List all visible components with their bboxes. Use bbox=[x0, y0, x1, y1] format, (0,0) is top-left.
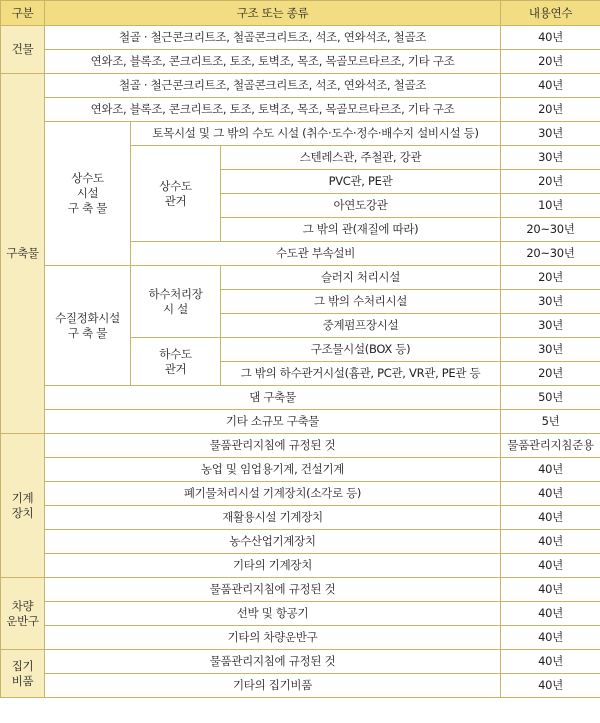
structure-cell: 연와조, 블록조, 콘크리트조, 토조, 토벽조, 목조, 목골모르타르조, 기타 구조 bbox=[45, 50, 501, 74]
subcategory-sewer bbox=[131, 338, 221, 386]
category-fixtures bbox=[1, 650, 45, 698]
table-row bbox=[1, 122, 600, 146]
life-cell: 40년 bbox=[501, 26, 600, 50]
life-cell: 20~30년 bbox=[501, 218, 600, 242]
table-row bbox=[1, 26, 600, 50]
life-cell: 40년 bbox=[501, 626, 600, 650]
life-cell: 40년 bbox=[501, 554, 600, 578]
table-row bbox=[1, 674, 600, 698]
structure-cell: 스텐레스관, 주철관, 강관 bbox=[221, 146, 501, 170]
structure-cell: 연와조, 블록조, 콘크리트조, 토조, 토벽조, 목조, 목골모르타르조, 기타 구조 bbox=[45, 98, 501, 122]
life-cell: 물품관리지침준용 bbox=[501, 434, 600, 458]
category-machinery bbox=[1, 434, 45, 578]
subcategory-water-quality bbox=[45, 266, 131, 386]
subcategory-water-supply bbox=[45, 122, 131, 266]
category-label: 기계 bbox=[11, 490, 34, 505]
table-row bbox=[1, 458, 600, 482]
life-cell: 20년 bbox=[501, 266, 600, 290]
subcategory-label: 관거 bbox=[164, 361, 187, 376]
life-cell: 20~30년 bbox=[501, 242, 600, 266]
table-row bbox=[1, 74, 600, 98]
structure-cell: 그 밖의 수처리시설 bbox=[221, 290, 501, 314]
structure-cell: 기타의 차량운반구 bbox=[45, 626, 501, 650]
structure-cell: 농수산업기계장치 bbox=[45, 530, 501, 554]
structure-cell: 중계펌프장시설 bbox=[221, 314, 501, 338]
table-row bbox=[1, 506, 600, 530]
subcategory-label: 시 설 bbox=[163, 301, 188, 316]
subcategory-water-pipes bbox=[131, 146, 221, 242]
structure-cell: 물품관리지침에 규정된 것 bbox=[45, 578, 501, 602]
subcategory-label: 구 축 물 bbox=[67, 325, 108, 340]
structure-cell: 물품관리지침에 규정된 것 bbox=[45, 650, 501, 674]
subcategory-label: 시설 bbox=[76, 186, 99, 200]
structure-cell: 물품관리지침에 규정된 것 bbox=[45, 434, 501, 458]
table-row bbox=[1, 98, 600, 122]
table-row bbox=[1, 530, 600, 554]
life-cell: 40년 bbox=[501, 578, 600, 602]
structure-cell: 농업 및 임업용기계, 건설기계 bbox=[45, 458, 501, 482]
life-cell: 40년 bbox=[501, 482, 600, 506]
structure-cell: 댐 구축물 bbox=[45, 386, 501, 410]
table-row bbox=[1, 386, 600, 410]
life-cell: 20년 bbox=[501, 362, 600, 386]
subcategory-label: 상수도 bbox=[71, 171, 104, 185]
category-label: 장치 bbox=[11, 505, 34, 520]
life-cell: 40년 bbox=[501, 674, 600, 698]
table-row bbox=[1, 50, 600, 74]
life-cell: 40년 bbox=[501, 506, 600, 530]
structure-cell: 구조물시설(BOX 등) bbox=[221, 338, 501, 362]
subcategory-label: 상수도 bbox=[159, 178, 192, 193]
life-cell: 40년 bbox=[501, 530, 600, 554]
header-life: 내용연수 bbox=[501, 1, 600, 26]
structure-cell: 철골 · 철근콘크리트조, 철골콘크리트조, 석조, 연와석조, 철골조 bbox=[45, 26, 501, 50]
structure-cell: 슬러지 처리시설 bbox=[221, 266, 501, 290]
subcategory-label: 관거 bbox=[164, 193, 187, 208]
life-cell: 40년 bbox=[501, 650, 600, 674]
structure-cell: 토목시설 및 그 밖의 수도 시설 (취수·도수·정수·배수지 설비시설 등) bbox=[131, 122, 501, 146]
table-row bbox=[1, 434, 600, 458]
header-category: 구분 bbox=[1, 1, 45, 26]
header-structure: 구조 또는 종류 bbox=[45, 1, 501, 26]
structure-cell: 재활용시설 기계장치 bbox=[45, 506, 501, 530]
life-cell: 30년 bbox=[501, 122, 600, 146]
structure-cell: 폐기물처리시설 기계장치(소각로 등) bbox=[45, 482, 501, 506]
structure-cell: 선박 및 항공기 bbox=[45, 602, 501, 626]
subcategory-label: 하수처리장 bbox=[148, 286, 203, 301]
table-row bbox=[1, 266, 600, 290]
subcategory-label: 구 축 물 bbox=[67, 201, 108, 215]
life-cell: 30년 bbox=[501, 338, 600, 362]
life-cell: 40년 bbox=[501, 602, 600, 626]
table-row bbox=[1, 482, 600, 506]
life-cell: 20년 bbox=[501, 170, 600, 194]
structure-cell: 기타의 집기비품 bbox=[45, 674, 501, 698]
structure-cell: 아연도강관 bbox=[221, 194, 501, 218]
table-row bbox=[1, 602, 600, 626]
category-structures: 구축물 bbox=[1, 74, 45, 434]
table-row bbox=[1, 650, 600, 674]
structure-cell: 그 밖의 하수관거시설(흄관, PC관, VR관, PE관 등 bbox=[221, 362, 501, 386]
table-row bbox=[1, 410, 600, 434]
structure-cell: 기타의 기계장치 bbox=[45, 554, 501, 578]
structure-cell: 수도관 부속설비 bbox=[131, 242, 501, 266]
subcategory-label: 수질정화시설 bbox=[55, 310, 120, 325]
category-label: 집기 bbox=[11, 658, 34, 673]
life-cell: 40년 bbox=[501, 458, 600, 482]
life-cell: 50년 bbox=[501, 386, 600, 410]
structure-cell: PVC관, PE관 bbox=[221, 170, 501, 194]
structure-cell: 철골 · 철근콘크리트조, 철골콘크리트조, 석조, 연와석조, 철골조 bbox=[45, 74, 501, 98]
subcategory-treatment bbox=[131, 266, 221, 338]
category-label: 비품 bbox=[11, 673, 34, 688]
life-cell: 30년 bbox=[501, 146, 600, 170]
life-cell: 40년 bbox=[501, 74, 600, 98]
life-cell: 20년 bbox=[501, 98, 600, 122]
life-cell: 30년 bbox=[501, 314, 600, 338]
header-row bbox=[1, 1, 600, 26]
life-cell: 20년 bbox=[501, 50, 600, 74]
life-cell: 10년 bbox=[501, 194, 600, 218]
table-row bbox=[1, 554, 600, 578]
table-row bbox=[1, 578, 600, 602]
life-cell: 30년 bbox=[501, 290, 600, 314]
subcategory-label: 하수도 bbox=[159, 346, 192, 361]
table-row bbox=[1, 626, 600, 650]
category-label: 운반구 bbox=[6, 613, 39, 628]
structure-cell: 그 밖의 관(재질에 따라) bbox=[221, 218, 501, 242]
category-building: 건물 bbox=[1, 26, 45, 74]
structure-cell: 기타 소규모 구축물 bbox=[45, 410, 501, 434]
category-label: 차량 bbox=[11, 598, 34, 613]
category-vehicles bbox=[1, 578, 45, 650]
life-cell: 5년 bbox=[501, 410, 600, 434]
